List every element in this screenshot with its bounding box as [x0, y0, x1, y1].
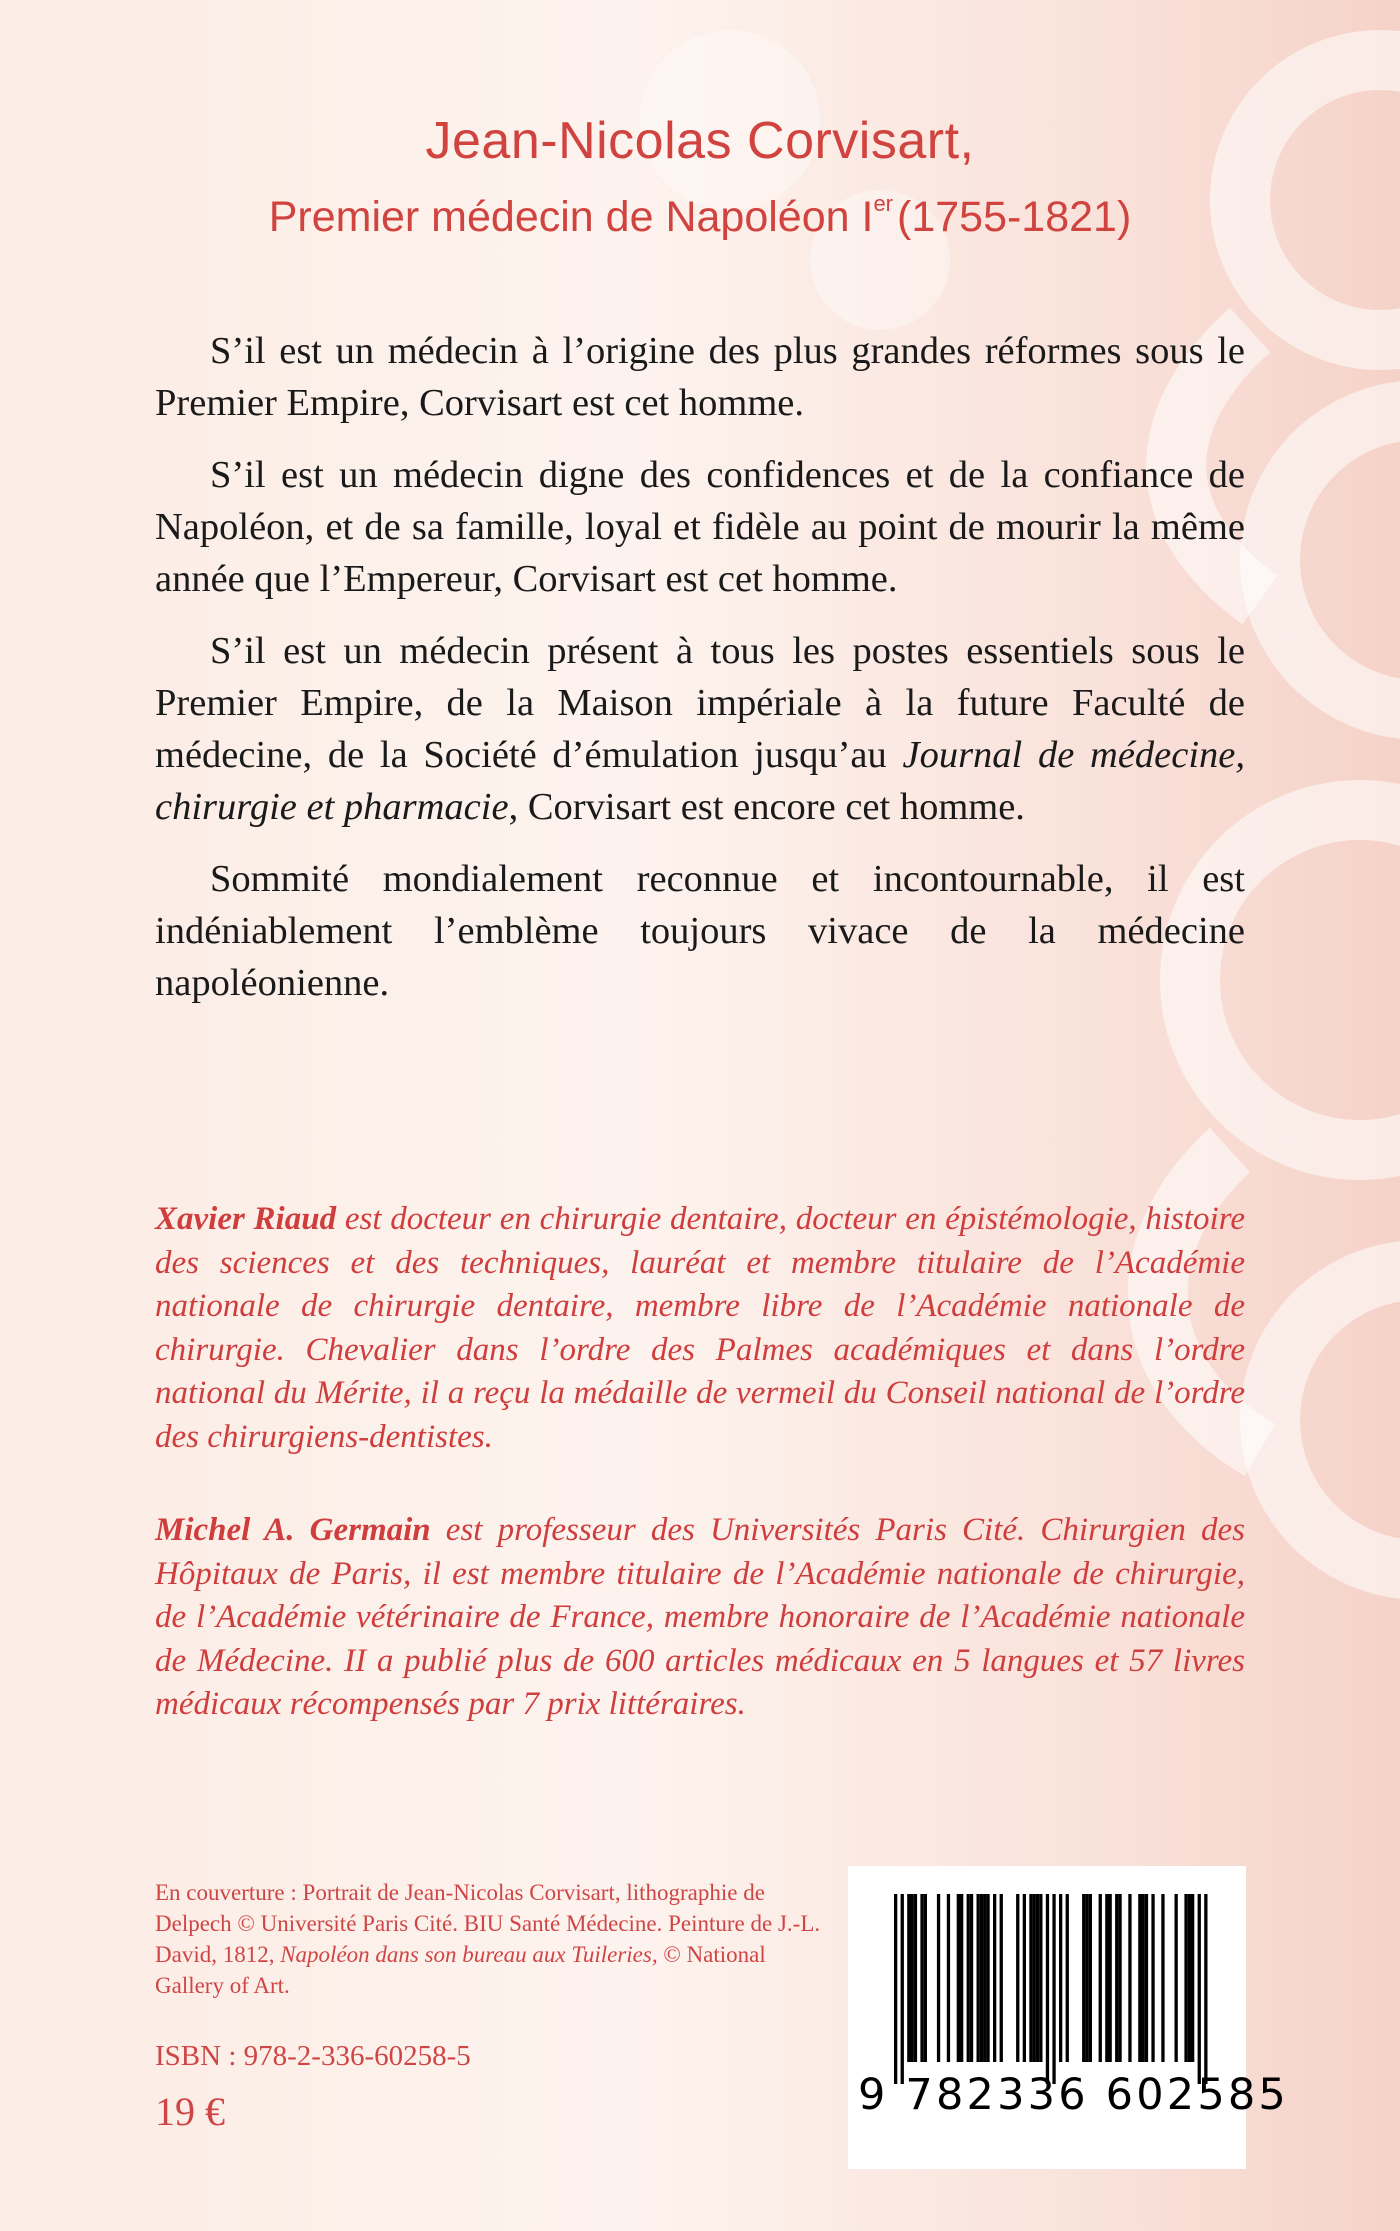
barcode-bar	[1128, 1894, 1131, 2062]
blurb-paragraph-3-end: , Corvisart est encore cet homme.	[508, 786, 1025, 828]
barcode-bar	[1109, 1894, 1112, 2062]
barcode-bar	[1046, 1894, 1049, 2084]
barcode-bar	[1099, 1894, 1102, 2062]
subtitle-superscript: er	[873, 191, 893, 216]
barcode-bar	[937, 1894, 940, 2062]
barcode-bar	[920, 1894, 923, 2062]
barcode-bar	[924, 1894, 927, 2062]
cover-credits	[155, 1877, 835, 2001]
barcode-bar	[1175, 1894, 1178, 2062]
credits-text-end: © National Gallery of Art.	[155, 1942, 766, 1998]
barcode-bar	[1066, 1894, 1069, 2062]
barcode-bar	[980, 1894, 983, 2062]
barcode-bar	[1033, 1894, 1036, 2062]
isbn: ISBN : 978-2-336-60258-5	[155, 2040, 471, 2072]
barcode-bar	[1052, 1894, 1055, 2084]
author-bio-1	[155, 1198, 1245, 1459]
barcode-bar	[947, 1894, 950, 2062]
barcode-bar	[983, 1894, 986, 2062]
barcode-bar	[894, 1894, 897, 2084]
barcode-bar	[907, 1894, 910, 2062]
barcode-bar	[967, 1894, 970, 2062]
subtitle-dates: (1755-1821)	[897, 193, 1132, 241]
barcode-bar	[1204, 1894, 1207, 2084]
barcode-bar	[1191, 1894, 1194, 2062]
book-title	[0, 108, 1400, 247]
blurb-paragraph-3-text: S’il est un médecin présent à tous les postes essentiels sous le Premier Empire, de la Maison impériale à la future Faculté de médecine, de la Société d’émulation jusqu’au	[155, 630, 1245, 776]
barcode-bar	[1161, 1894, 1164, 2062]
author-bio-text-1: est docteur en chirurgie dentaire, docteur en épistémologie, histoire des sciences et des techniques, lauréat et membre titulaire de l’Académie nationale de chirurgie dentaire, membre libre de l’Académie nationale de chirurgie. Chevalier dans l’ordre des Palmes académiques et dans l’ordre national du Mérite, il a reçu la médaille de vermeil du Conseil national de l’ordre des chirurgiens-dentistes.	[155, 1201, 1245, 1455]
blurb-paragraph-4: Sommité mondialement reconnue et incontournable, il est indéniablement l’emblème toujours vivace de la médecine napoléonienne.	[155, 858, 1245, 1004]
barcode-bar	[1082, 1894, 1085, 2062]
barcode-bar	[1036, 1894, 1039, 2062]
barcode-bar	[911, 1894, 914, 2062]
barcode-bar	[1184, 1894, 1187, 2062]
barcode-bar	[1151, 1894, 1154, 2062]
price: 19 €	[155, 2089, 225, 2134]
barcode-bar	[901, 1894, 904, 2084]
barcode-bar	[970, 1894, 973, 2062]
barcode-bar	[1085, 1894, 1088, 2062]
barcode-bar	[1089, 1894, 1092, 2062]
barcode-bar	[914, 1894, 917, 2062]
barcode-bar	[960, 1894, 963, 2062]
barcode-bars	[848, 1866, 1289, 2169]
blurb-paragraph-3	[155, 625, 1245, 833]
barcode-bar	[1023, 1894, 1026, 2062]
blurb	[155, 325, 1245, 1029]
barcode-bar	[1115, 1894, 1118, 2062]
barcode-bar	[1142, 1894, 1145, 2062]
barcode-bar	[1000, 1894, 1003, 2062]
barcode-bar	[977, 1894, 980, 2062]
blurb-paragraph-2: S’il est un médecin digne des confidences et de la confiance de Napoléon, et de sa famille, loyal et fidèle au point de mourir la même année que l’Empereur, Corvisart est cet homme.	[155, 454, 1245, 600]
author-bio-2	[155, 1509, 1245, 1727]
author-bio-text-2: est professeur des Universités Paris Cité. Chirurgien des Hôpitaux de Paris, il est membre titulaire de l’Académie nationale de chirurgie, de l’Académie vétérinaire de France, membre honoraire de l’Académie nationale de Médecine. II a publié plus de 600 articles médicaux en 5 langues et 57 livres médicaux récompensés par 7 prix littéraires.	[155, 1512, 1246, 1722]
barcode-bar	[1198, 1894, 1201, 2084]
barcode-bar	[1188, 1894, 1191, 2062]
barcode	[848, 1866, 1289, 2169]
barcode-bar	[986, 1894, 989, 2062]
barcode-bar	[1105, 1894, 1108, 2062]
painting-title: Napoléon dans son bureau aux Tuileries,	[280, 1942, 658, 1967]
barcode-bar	[1016, 1894, 1019, 2062]
barcode-digits: 9 782336 602585	[858, 2070, 1289, 2120]
title-subtitle	[0, 174, 1400, 247]
blurb-paragraph-1: S’il est un médecin à l’origine des plus grandes réformes sous le Premier Empire, Corvisart est cet homme.	[155, 330, 1245, 424]
barcode-bar	[1039, 1894, 1042, 2062]
title-main: Jean-Nicolas Corvisart,	[425, 112, 975, 170]
barcode-bar	[1059, 1894, 1062, 2062]
author-name-1: Xavier Riaud	[155, 1201, 337, 1237]
journal-title: Journal de médecine, chirurgie et pharmacie	[155, 734, 1245, 828]
barcode-bar	[1138, 1894, 1141, 2062]
barcode-bar	[993, 1894, 996, 2062]
barcode-bar	[1145, 1894, 1148, 2062]
author-name-2: Michel A. Germain	[155, 1512, 431, 1548]
barcode-bar	[957, 1894, 960, 2062]
barcode-bar	[1029, 1894, 1032, 2062]
barcode-bar	[1118, 1894, 1121, 2062]
credits-text: En couverture : Portrait de Jean-Nicolas Corvisart, lithographie de Delpech © Université Paris Cité. BIU Santé Médecine. Peinture de J.-L. David, 1812,	[155, 1880, 821, 1967]
subtitle-text: Premier médecin de Napoléon I	[268, 193, 874, 241]
